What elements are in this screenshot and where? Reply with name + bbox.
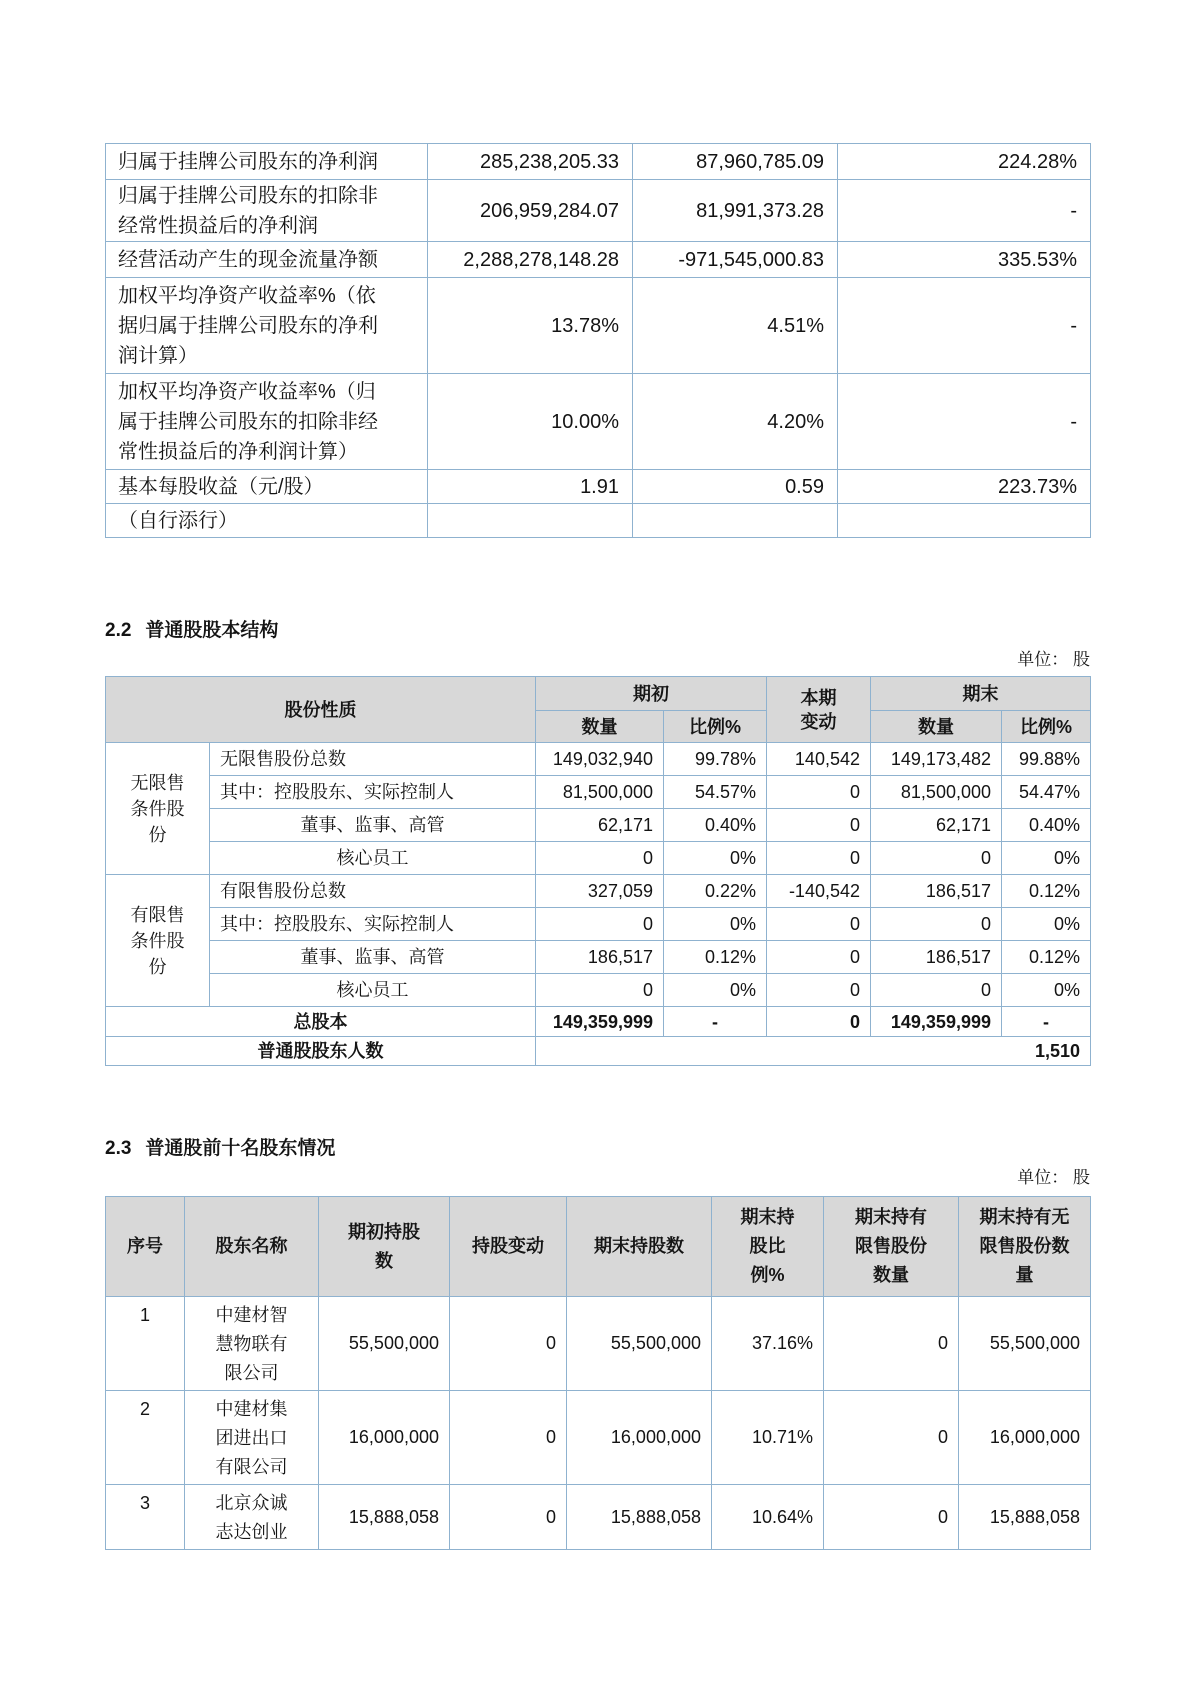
- end-restricted-cell: 0: [824, 1391, 959, 1485]
- table-row: [106, 180, 1091, 242]
- header-ending: 期末: [871, 677, 1091, 711]
- metric-label: 基本每股收益（元/股）: [106, 470, 428, 504]
- metric-label: （自行添行）: [106, 504, 428, 538]
- metric-prior-value: [633, 504, 838, 538]
- begin-shares-cell: 16,000,000: [319, 1391, 450, 1485]
- header-ratio: 比例%: [1002, 711, 1091, 743]
- metric-label: 加权平均净资产收益率%（归属于挂牌公司股东的扣除非经常性损益后的净利润计算）: [106, 374, 428, 470]
- end-pct-cell: -: [1002, 1007, 1091, 1037]
- end-unrestricted-cell: 15,888,058: [959, 1485, 1091, 1550]
- header-shareholder-name: 股东名称: [185, 1197, 319, 1297]
- header-ratio: 比例%: [664, 711, 767, 743]
- end-ratio-cell: 10.71%: [712, 1391, 824, 1485]
- table-row: [106, 242, 1091, 278]
- share-change-cell: 0: [450, 1391, 567, 1485]
- begin-qty-cell: 186,517: [536, 941, 664, 974]
- table-row: [106, 374, 1091, 470]
- change-cell: 0: [767, 974, 871, 1007]
- metric-change-value: 224.28%: [838, 144, 1091, 180]
- section-2-2-heading: [105, 618, 1090, 643]
- metric-current-value: 285,238,205.33: [428, 144, 633, 180]
- header-period-change: 本期变动: [767, 677, 871, 743]
- row-label: 其中：控股股东、实际控制人: [210, 776, 536, 809]
- share-structure-table: [105, 676, 1091, 1066]
- header-quantity: 数量: [871, 711, 1002, 743]
- total-row: [106, 1007, 1091, 1037]
- end-pct-cell: 0%: [1002, 974, 1091, 1007]
- end-shares-cell: 15,888,058: [567, 1485, 712, 1550]
- end-pct-cell: 0.12%: [1002, 875, 1091, 908]
- table-row: [106, 504, 1091, 538]
- end-ratio-cell: 37.16%: [712, 1297, 824, 1391]
- end-restricted-cell: 0: [824, 1485, 959, 1550]
- header-no: 序号: [106, 1197, 185, 1297]
- begin-qty-cell: 0: [536, 908, 664, 941]
- table-header-row: [106, 1197, 1091, 1297]
- metric-change-value: -: [838, 278, 1091, 374]
- table-row: [106, 743, 1091, 776]
- rank-cell: 1: [106, 1297, 185, 1391]
- table-row: [106, 144, 1091, 180]
- metric-change-value: -: [838, 180, 1091, 242]
- change-cell: 0: [767, 776, 871, 809]
- header-end-shares: 期末持股数: [567, 1197, 712, 1297]
- table-header-row: [106, 677, 1091, 711]
- total-label: 总股本: [106, 1007, 536, 1037]
- begin-qty-cell: 62,171: [536, 809, 664, 842]
- metric-current-value: 10.00%: [428, 374, 633, 470]
- table-row: [106, 842, 1091, 875]
- change-cell: 0: [767, 842, 871, 875]
- end-qty-cell: 149,359,999: [871, 1007, 1002, 1037]
- begin-shares-cell: 55,500,000: [319, 1297, 450, 1391]
- change-cell: -140,542: [767, 875, 871, 908]
- end-qty-cell: 149,173,482: [871, 743, 1002, 776]
- group-label-restricted: 有限售条件股份: [106, 875, 210, 1007]
- header-end-unrestricted: 期末持有无限售股份数量: [959, 1197, 1091, 1297]
- end-pct-cell: 0%: [1002, 842, 1091, 875]
- metric-current-value: 2,288,278,148.28: [428, 242, 633, 278]
- metric-label: 加权平均净资产收益率%（依据归属于挂牌公司股东的净利润计算）: [106, 278, 428, 374]
- rank-cell: 3: [106, 1485, 185, 1550]
- row-label: 其中：控股股东、实际控制人: [210, 908, 536, 941]
- shareholder-row: [106, 1391, 1091, 1485]
- begin-pct-cell: 99.78%: [664, 743, 767, 776]
- end-pct-cell: 0%: [1002, 908, 1091, 941]
- begin-pct-cell: 0%: [664, 974, 767, 1007]
- change-cell: 0: [767, 1007, 871, 1037]
- table-row: [106, 941, 1091, 974]
- begin-qty-cell: 149,032,940: [536, 743, 664, 776]
- metric-label: 归属于挂牌公司股东的净利润: [106, 144, 428, 180]
- unit-label: 单位： 股: [1017, 1168, 1090, 1187]
- end-ratio-cell: 10.64%: [712, 1485, 824, 1550]
- end-shares-cell: 55,500,000: [567, 1297, 712, 1391]
- metric-label: 经营活动产生的现金流量净额: [106, 242, 428, 278]
- end-qty-cell: 0: [871, 842, 1002, 875]
- row-label: 核心员工: [210, 842, 536, 875]
- metric-change-value: -: [838, 374, 1091, 470]
- begin-qty-cell: 0: [536, 842, 664, 875]
- metric-change-value: 223.73%: [838, 470, 1091, 504]
- metric-prior-value: 81,991,373.28: [633, 180, 838, 242]
- begin-pct-cell: 0.12%: [664, 941, 767, 974]
- end-pct-cell: 0.12%: [1002, 941, 1091, 974]
- section-2-3-heading: [105, 1136, 1090, 1161]
- table-row: [106, 809, 1091, 842]
- holders-count-label: 普通股股东人数: [106, 1037, 536, 1066]
- end-qty-cell: 186,517: [871, 875, 1002, 908]
- change-cell: 140,542: [767, 743, 871, 776]
- end-qty-cell: 81,500,000: [871, 776, 1002, 809]
- summary-metrics-table: [105, 143, 1091, 538]
- begin-qty-cell: 327,059: [536, 875, 664, 908]
- end-qty-cell: 0: [871, 908, 1002, 941]
- begin-shares-cell: 15,888,058: [319, 1485, 450, 1550]
- table-row: [106, 908, 1091, 941]
- metric-prior-value: 4.51%: [633, 278, 838, 374]
- metric-current-value: 13.78%: [428, 278, 633, 374]
- end-qty-cell: 62,171: [871, 809, 1002, 842]
- header-share-nature: 股份性质: [106, 677, 536, 743]
- header-end-ratio: 期末持股比例%: [712, 1197, 824, 1297]
- shareholder-row: [106, 1485, 1091, 1550]
- header-end-restricted: 期末持有限售股份数量: [824, 1197, 959, 1297]
- table-row: [106, 974, 1091, 1007]
- metric-prior-value: -971,545,000.83: [633, 242, 838, 278]
- begin-pct-cell: 0%: [664, 842, 767, 875]
- metric-prior-value: 87,960,785.09: [633, 144, 838, 180]
- metric-prior-value: 0.59: [633, 470, 838, 504]
- begin-pct-cell: 0.22%: [664, 875, 767, 908]
- end-shares-cell: 16,000,000: [567, 1391, 712, 1485]
- metric-current-value: [428, 504, 633, 538]
- change-cell: 0: [767, 941, 871, 974]
- change-cell: 0: [767, 809, 871, 842]
- holders-count-row: [106, 1037, 1091, 1066]
- header-share-change: 持股变动: [450, 1197, 567, 1297]
- begin-qty-cell: 81,500,000: [536, 776, 664, 809]
- metric-current-value: 206,959,284.07: [428, 180, 633, 242]
- holders-count-value: 1,510: [536, 1037, 1091, 1066]
- metric-label: 归属于挂牌公司股东的扣除非经常性损益后的净利润: [106, 180, 428, 242]
- share-change-cell: 0: [450, 1297, 567, 1391]
- metric-current-value: 1.91: [428, 470, 633, 504]
- end-pct-cell: 0.40%: [1002, 809, 1091, 842]
- end-unrestricted-cell: 55,500,000: [959, 1297, 1091, 1391]
- metric-prior-value: 4.20%: [633, 374, 838, 470]
- shareholder-row: [106, 1297, 1091, 1391]
- top-shareholders-table: [105, 1196, 1091, 1550]
- table-row: [106, 470, 1091, 504]
- unit-label: 单位： 股: [1017, 650, 1090, 669]
- shareholder-name-cell: 中建材集团进出口有限公司: [185, 1391, 319, 1485]
- section-title: 普通股股本结构: [145, 620, 279, 641]
- begin-qty-cell: 0: [536, 974, 664, 1007]
- change-cell: 0: [767, 908, 871, 941]
- begin-pct-cell: 0.40%: [664, 809, 767, 842]
- end-pct-cell: 99.88%: [1002, 743, 1091, 776]
- begin-pct-cell: 54.57%: [664, 776, 767, 809]
- begin-pct-cell: -: [664, 1007, 767, 1037]
- end-restricted-cell: 0: [824, 1297, 959, 1391]
- row-label: 无限售股份总数: [210, 743, 536, 776]
- table-row: [106, 875, 1091, 908]
- begin-pct-cell: 0%: [664, 908, 767, 941]
- share-change-cell: 0: [450, 1485, 567, 1550]
- metric-change-value: 335.53%: [838, 242, 1091, 278]
- shareholder-name-cell: 北京众诚志达创业: [185, 1485, 319, 1550]
- end-qty-cell: 186,517: [871, 941, 1002, 974]
- header-quantity: 数量: [536, 711, 664, 743]
- end-unrestricted-cell: 16,000,000: [959, 1391, 1091, 1485]
- rank-cell: 2: [106, 1391, 185, 1485]
- row-label: 董事、监事、高管: [210, 809, 536, 842]
- end-pct-cell: 54.47%: [1002, 776, 1091, 809]
- section-number: 2.3: [105, 1138, 132, 1159]
- section-title: 普通股前十名股东情况: [145, 1138, 336, 1159]
- begin-qty-cell: 149,359,999: [536, 1007, 664, 1037]
- table-row: [106, 278, 1091, 374]
- shareholder-name-cell: 中建材智慧物联有限公司: [185, 1297, 319, 1391]
- end-qty-cell: 0: [871, 974, 1002, 1007]
- group-label-unrestricted: 无限售条件股份: [106, 743, 210, 875]
- header-begin-shares: 期初持股数: [319, 1197, 450, 1297]
- table-row: [106, 776, 1091, 809]
- row-label: 董事、监事、高管: [210, 941, 536, 974]
- report-content: [105, 0, 1090, 1550]
- section-number: 2.2: [105, 620, 132, 641]
- row-label: 有限售股份总数: [210, 875, 536, 908]
- header-beginning: 期初: [536, 677, 767, 711]
- metric-change-value: [838, 504, 1091, 538]
- row-label: 核心员工: [210, 974, 536, 1007]
